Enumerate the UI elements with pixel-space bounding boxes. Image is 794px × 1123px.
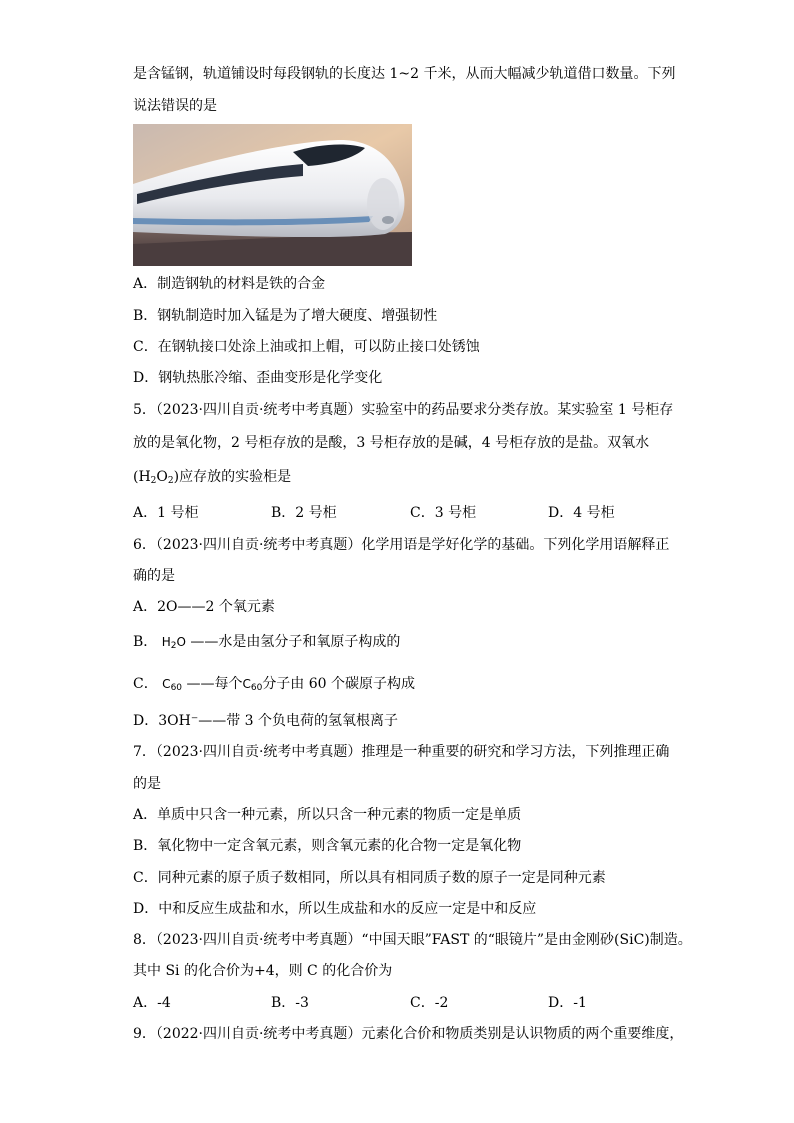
q4-option-c: C．在钢轨接口处涂上油或扣上帽，可以防止接口处锈蚀 (133, 339, 480, 355)
q8-option-d: D．-1 (548, 995, 587, 1011)
q7-stem-line2: 的是 (133, 776, 161, 792)
q7-option-c: C．同种元素的原子质子数相同，所以具有相同质子数的原子一定是同种元素 (133, 870, 606, 886)
q8-option-a: A．-4 (133, 995, 171, 1011)
q5-stem-line3: $(H_2O_2)$应存放的实验柜是 (133, 469, 292, 486)
q4-option-b: B．钢轨制造时加入锰是为了增大硬度、增强韧性 (133, 308, 438, 324)
q7-option-b: B．氧化物中一定含氧元素，则含氧元素的化合物一定是氧化物 (133, 838, 522, 854)
q7-option-d: D．中和反应生成盐和水，所以生成盐和水的反应一定是中和反应 (133, 901, 537, 917)
q4-option-d: D．钢轨热胀冷缩、歪曲变形是化学变化 (133, 370, 383, 386)
q5-stem-line1: 5．（2023·四川自贡·统考中考真题）实验室中的药品要求分类存放。某实验室 1 号柜存 (133, 402, 674, 418)
q5-option-c: C．3 号柜 (410, 505, 477, 521)
q8-option-c: C．-2 (410, 995, 449, 1011)
high-speed-train-photo (133, 124, 412, 266)
q4-option-a: A．制造钢轨的材料是铁的合金 (133, 276, 326, 292)
q4-stem-line1: 是含锰钢，轨道铺设时每段钢轨的长度达 1~2 千米，从而大幅减少轨道借口数量。下列 (133, 66, 676, 82)
water-formula: $H_2O$ (161, 635, 186, 651)
q8-stem-line2: 其中 Si 的化合价为+4，则 C 的化合价为 (133, 963, 393, 979)
q6-option-a: A．2O——2 个氧元素 (133, 599, 275, 615)
q8-option-b: B．-3 (271, 995, 309, 1011)
q6-option-b: B． $H_2O$ ——水是由氢分子和氧原子构成的 (133, 634, 401, 651)
q8-stem-line1: 8．（2023·四川自贡·统考中考真题）“中国天眼”FAST 的“眼镜片”是由金刚砂(SiC)制造。 (133, 932, 692, 948)
q7-stem-line1: 7．（2023·四川自贡·统考中考真题）推理是一种重要的研究和学习方法，下列推理正确 (133, 744, 670, 760)
c60-formula: $C_{60}$ (162, 677, 183, 693)
q9-stem-line1: 9．（2022·四川自贡·统考中考真题）元素化合价和物质类别是认识物质的两个重要维度， (133, 1026, 684, 1042)
q5-option-a: A．1 号柜 (133, 505, 199, 521)
q6-option-d: D．3OH⁻——带 3 个负电荷的氢氧根离子 (133, 713, 399, 729)
q4-stem-line2: 说法错误的是 (133, 98, 217, 114)
q5-option-b: B．2 号柜 (271, 505, 337, 521)
q6-stem-line2: 确的是 (133, 568, 175, 584)
q6-option-c: C． $C_{60}$ ——每个$C_{60}$分子由 60 个碳原子构成 (133, 676, 416, 693)
q5-option-d: D．4 号柜 (548, 505, 615, 521)
q7-option-a: A．单质中只含一种元素，所以只含一种元素的物质一定是单质 (133, 807, 522, 823)
q5-stem-line2: 放的是氧化物，2 号柜存放的是酸，3 号柜存放的是碱，4 号柜存放的是盐。双氧水 (133, 435, 650, 451)
q6-stem-line1: 6．（2023·四川自贡·统考中考真题）化学用语是学好化学的基础。下列化学用语解释正 (133, 537, 670, 553)
